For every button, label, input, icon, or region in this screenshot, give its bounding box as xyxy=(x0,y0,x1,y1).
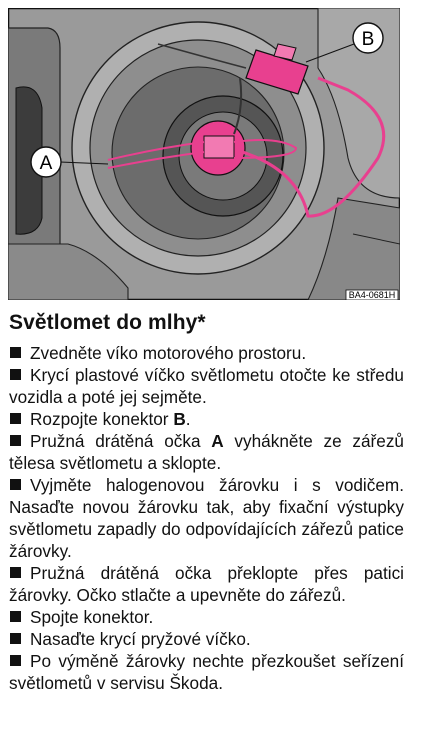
fog-light-diagram xyxy=(8,8,400,300)
bullet-icon xyxy=(10,479,21,490)
bullet-icon xyxy=(10,369,21,380)
bullet-icon xyxy=(10,567,21,578)
instruction-step: Nasaďte krycí pryžové víčko. xyxy=(9,628,404,650)
image-code: BA4-0681H xyxy=(348,290,396,300)
instruction-step: Rozpojte konektor B. xyxy=(9,408,404,430)
instruction-list xyxy=(9,342,404,694)
callout-b-label: B xyxy=(361,29,375,50)
bullet-icon xyxy=(10,435,21,446)
instruction-step: Zvedněte víko motorového prostoru. xyxy=(9,342,404,364)
bullet-icon xyxy=(10,655,21,666)
instruction-step: Vyjměte halogenovou žárovku i s vodičem. Nasaďte novou žárovku tak, aby fixační výstupky světlometu zapadly do odpovídajících zářezů patice žárovky. xyxy=(9,475,404,561)
bullet-icon xyxy=(10,633,21,644)
fog-light-illustration xyxy=(8,8,400,300)
callout-a-label: A xyxy=(39,153,53,174)
instruction-step: Spojte konektor. xyxy=(9,606,404,628)
instruction-step: Po výměně žárovky nechte přezkoušet seřízení světlometů v servisu Škoda. xyxy=(9,651,404,693)
instruction-step: Krycí plastové víčko světlometu otočte ke středu vozidla a poté jej sejměte. xyxy=(9,365,404,407)
bullet-icon xyxy=(10,413,21,424)
instruction-step: Pružná drátěná očka A vyhákněte ze zářezů tělesa světlometu a sklopte. xyxy=(9,431,404,473)
instruction-step: Pružná drátěná očka překlopte přes patici žárovky. Očko stlačte a upevněte do zářezů. xyxy=(9,563,404,605)
section-heading: Světlomet do mlhy* xyxy=(9,311,206,334)
bullet-icon xyxy=(10,347,21,358)
bullet-icon xyxy=(10,611,21,622)
